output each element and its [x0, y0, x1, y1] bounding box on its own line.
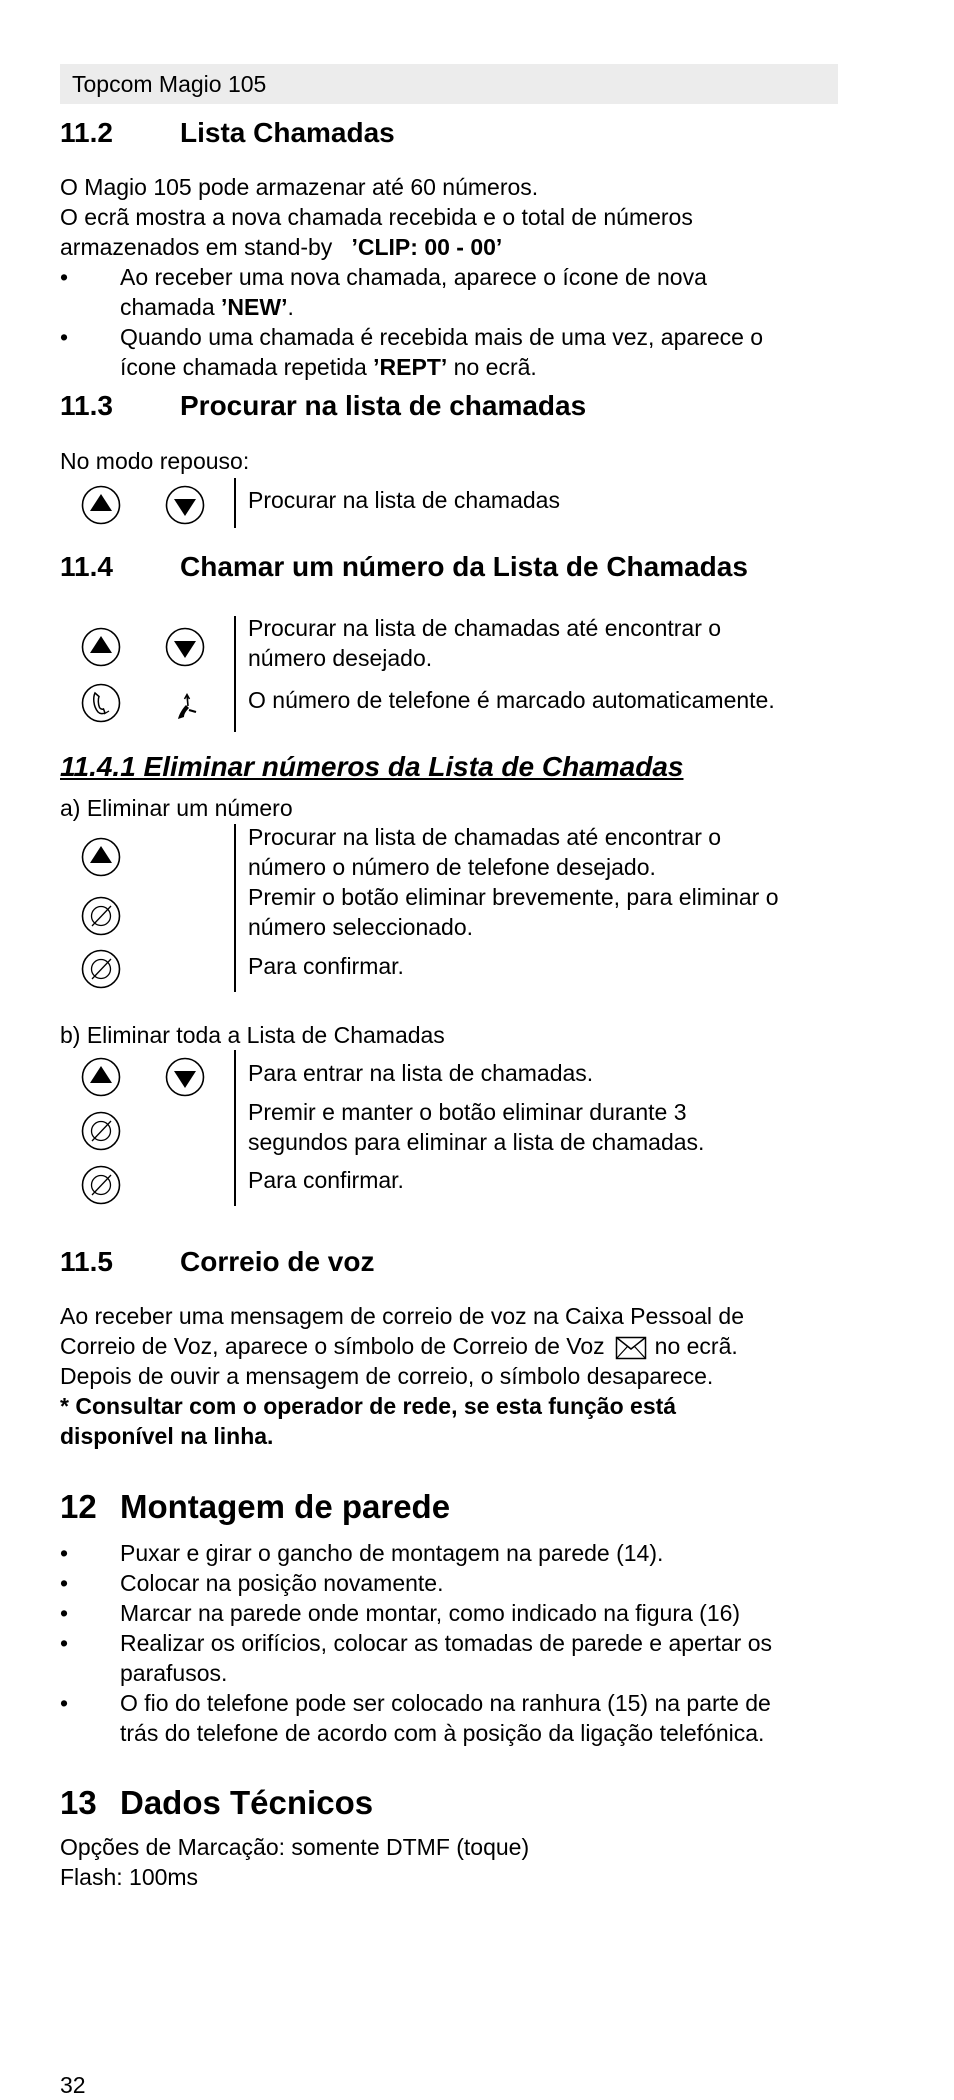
page-number: 32: [60, 2072, 86, 2098]
page-header: [60, 64, 838, 104]
step-text: O número de telefone é marcado automaticamente.: [248, 687, 775, 713]
section-11-2-bullets: [60, 262, 850, 382]
up-arrow-icon: [80, 626, 122, 668]
divider: [234, 824, 236, 992]
section-11-2-heading: 11.2 Lista Chamadas: [60, 117, 395, 148]
step-text: Procurar na lista de chamadas até encontrar o número desejado.: [248, 615, 722, 671]
header-title: Topcom Magio 105: [72, 71, 267, 97]
part-a-intro: a) Eliminar um número: [60, 795, 293, 821]
section-11-2-body: O Magio 105 pode armazenar até 60 números. O ecrã mostra a nova chamada recebida e o total de números armazenados em stand-by ’CLIP: 00 - 00’: [60, 174, 693, 260]
step-text: Premir e manter o botão eliminar durante 3 segundos para eliminar a lista de chamadas.: [248, 1099, 705, 1155]
divider: [234, 478, 236, 528]
delete-button-icon: [80, 895, 122, 937]
delete-button-icon: [80, 1164, 122, 1206]
list-item: • Puxar e girar o gancho de montagem na parede (14).: [60, 1540, 664, 1566]
section-11-3-heading: 11.3 Procurar na lista de chamadas: [60, 390, 587, 421]
divider: [234, 616, 236, 732]
up-arrow-icon: [80, 484, 122, 526]
list-item: • Colocar na posição novamente.: [60, 1570, 444, 1596]
section-11-5-body: Ao receber uma mensagem de correio de voz na Caixa Pessoal de Correio de Voz, aparece o símbolo de Correio de Voz no ecrã. Depois de ouvir a mensagem de correio, o símbolo desaparece. * Consultar com o operador de rede, se esta função está disponível na linha.: [60, 1303, 744, 1449]
delete-button-icon: [80, 948, 122, 990]
down-arrow-icon: [164, 626, 206, 668]
part-b-intro: b) Eliminar toda a Lista de Chamadas: [60, 1022, 445, 1048]
section-13-heading: 13 Dados Técnicos: [60, 1784, 374, 1821]
down-arrow-icon: [164, 484, 206, 526]
section-12-heading: 12 Montagem de parede: [60, 1488, 451, 1525]
list-item: • Marcar na parede onde montar, como indicado na figura (16): [60, 1600, 741, 1626]
step-text: Para confirmar.: [248, 953, 404, 979]
section-11-4-heading: 11.4 Chamar um número da Lista de Chamadas: [60, 551, 748, 582]
step-text: Para confirmar.: [248, 1167, 404, 1193]
step-text: Procurar na lista de chamadas: [248, 487, 560, 513]
section-11-3-intro: No modo repouso:: [60, 448, 250, 474]
talk-button-icon: [80, 682, 122, 724]
section-11-5-heading: 11.5 Correio de voz: [60, 1246, 375, 1277]
down-arrow-icon: [164, 1056, 206, 1098]
handset-lift-icon: [164, 686, 206, 728]
list-item: • Ao receber uma nova chamada, aparece o ícone de nova chamada ’NEW’.: [60, 264, 707, 320]
step-text: Procurar na lista de chamadas até encontrar o número o número de telefone desejado. Premir o botão eliminar brevemente, para eliminar o número seleccionado.: [248, 824, 779, 940]
up-arrow-icon: [80, 1056, 122, 1098]
section-13-body: Opções de Marcação: somente DTMF (toque) Flash: 100ms: [60, 1834, 530, 1890]
divider: [234, 1050, 236, 1206]
list-item: • Quando uma chamada é recebida mais de uma vez, aparece o ícone chamada repetida ’REPT’ no ecrã.: [60, 324, 764, 380]
list-item: • O fio do telefone pode ser colocado na ranhura (15) na parte de trás do telefone de acordo com à posição da ligação telefónica.: [60, 1690, 771, 1746]
list-item: • Realizar os orifícios, colocar as tomadas de parede e apertar os parafusos.: [60, 1630, 772, 1686]
section-12-bullets: [60, 1538, 850, 1748]
subsection-11-4-1-heading: 11.4.1 Eliminar números da Lista de Chamadas: [60, 751, 684, 782]
up-arrow-icon: [80, 836, 122, 878]
step-text: Para entrar na lista de chamadas.: [248, 1060, 594, 1086]
voicemail-envelope-icon: [615, 1336, 647, 1360]
delete-button-icon: [80, 1110, 122, 1152]
